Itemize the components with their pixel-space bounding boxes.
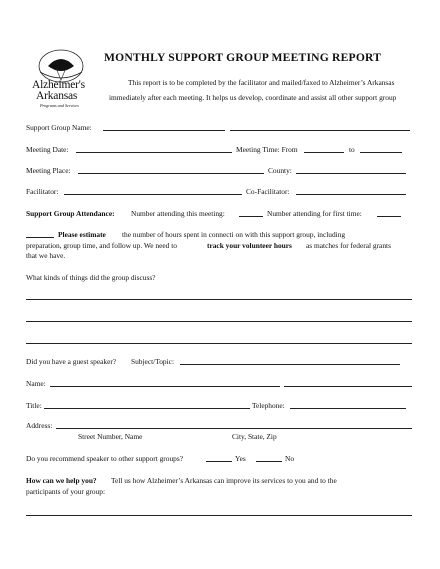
recommend-no-label: No	[285, 454, 295, 463]
meeting-time-label: Meeting Time: From	[236, 145, 298, 154]
intro-line-1: This report is to be completed by the facilitator and mailed/faxed to Alzheimer’s Arkansas	[128, 78, 395, 87]
number-attending-label: Number attending this meeting:	[131, 209, 225, 218]
estimate-line-2a: preparation, group time, and follow up. We need to	[26, 241, 177, 250]
speaker-title-label: Title:	[26, 401, 42, 410]
meeting-time-from-field[interactable]	[304, 152, 344, 153]
subject-topic-label: Subject/Topic:	[131, 357, 174, 366]
telephone-label: Telephone:	[252, 401, 285, 410]
meeting-date-field[interactable]	[76, 152, 232, 153]
recommend-no-field[interactable]	[256, 461, 282, 462]
logo-subtitle: Programs and Services	[40, 103, 79, 108]
support-group-name-label: Support Group Name:	[26, 123, 92, 132]
number-attending-field[interactable]	[239, 216, 263, 217]
help-heading: How can we help you?	[26, 476, 97, 485]
first-time-field[interactable]	[377, 216, 401, 217]
alzheimers-arkansas-logo	[26, 46, 96, 112]
subject-topic-field[interactable]	[180, 364, 400, 365]
discuss-answer-line-2[interactable]	[26, 321, 412, 322]
help-line-1: Tell us how Alzheimer’s Arkansas can improve its services to you and to the	[111, 476, 337, 485]
support-group-name-field-2[interactable]	[230, 130, 410, 131]
logo-name-line2: Arkansas	[36, 90, 78, 102]
support-group-name-field[interactable]	[103, 130, 225, 131]
speaker-name-label: Name:	[26, 379, 46, 388]
facilitator-field[interactable]	[64, 194, 242, 195]
meeting-place-field[interactable]	[78, 173, 264, 174]
meeting-place-label: Meeting Place:	[26, 166, 71, 175]
intro-line-2: immediately after each meeting. It helps us develop, coordinate and assist all other support group	[109, 93, 397, 102]
attendance-label: Support Group Attendance:	[26, 209, 115, 218]
telephone-field[interactable]	[290, 408, 406, 409]
meeting-date-label: Meeting Date:	[26, 145, 69, 154]
please-estimate-label: Please estimate	[58, 230, 106, 239]
recommend-yes-field[interactable]	[206, 461, 232, 462]
discuss-answer-line-3[interactable]	[26, 343, 412, 344]
recommend-question: Do you recommend speaker to other support groups?	[26, 454, 184, 463]
street-caption: Street Number, Name	[78, 432, 143, 441]
discuss-question: What kinds of things did the group discuss?	[26, 273, 156, 282]
logo-name-line1: Alzheimer's	[32, 79, 85, 91]
meeting-time-to-field[interactable]	[360, 152, 402, 153]
city-caption: City, State, Zip	[232, 432, 277, 441]
address-label: Address:	[26, 421, 53, 430]
county-label: County:	[268, 166, 292, 175]
county-field[interactable]	[296, 173, 406, 174]
first-time-label: Number attending for first time:	[267, 209, 362, 218]
speaker-name-field-2[interactable]	[284, 386, 412, 387]
volunteer-hours-label: track your volunteer hours	[207, 241, 292, 250]
guest-speaker-question: Did you have a guest speaker?	[26, 357, 117, 366]
help-line-2: participants of your group:	[26, 487, 106, 496]
recommend-yes-label: Yes	[235, 454, 246, 463]
speaker-title-field[interactable]	[44, 408, 250, 409]
estimate-line-2b: as matches for federal grants	[306, 241, 391, 250]
meeting-time-to-label: to	[349, 145, 355, 154]
hours-estimate-field[interactable]	[26, 237, 54, 238]
estimate-line-1: the number of hours spent in connecti on with this support group, including	[122, 230, 346, 239]
address-field[interactable]	[56, 428, 412, 429]
co-facilitator-field[interactable]	[296, 194, 406, 195]
estimate-line-3: that we have.	[26, 251, 66, 260]
co-facilitator-label: Co-Facilitator:	[246, 187, 290, 196]
discuss-answer-line-1[interactable]	[26, 299, 412, 300]
report-title: MONTHLY SUPPORT GROUP MEETING REPORT	[104, 51, 382, 64]
help-answer-line[interactable]	[26, 515, 412, 516]
facilitator-label: Facilitator:	[26, 187, 59, 196]
speaker-name-field[interactable]	[50, 386, 280, 387]
